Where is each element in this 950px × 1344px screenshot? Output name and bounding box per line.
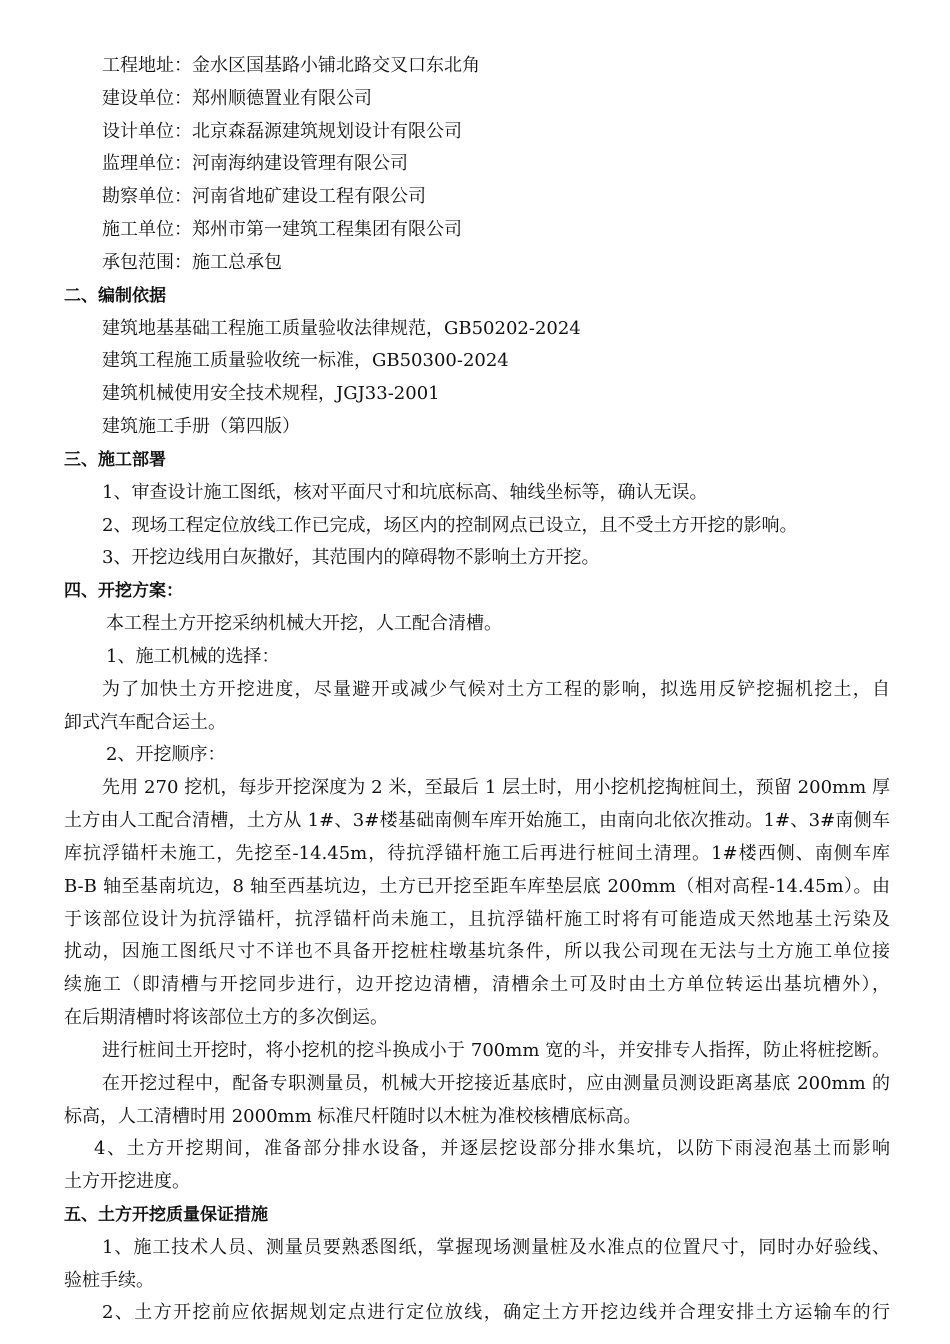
body-line: 4、土方开挖期间，准备部分排水设备，并逐层挖设部分排水集坑，以防下雨浸泡基土而影响 — [94, 1138, 890, 1159]
body-line: B-B 轴至基南坑边，8 轴至西基坑边，土方已开挖至距车库垫层底 200mm（相对高程-14.45m）。由 — [64, 876, 890, 897]
body-line: 标高，人工清槽时用 2000mm 标准尺杆随时以木桩为准校核槽底标高。 — [64, 1106, 642, 1127]
body-line: 在开挖过程中，配备专职测量员，机械大开挖接近基底时，应由测量员测设距离基底 200mm 的 — [102, 1073, 890, 1094]
body-line: 扰动，因施工图纸尺寸不详也不具备开挖桩柱墩基坑条件，所以我公司现在无法与土方施工单位接 — [64, 941, 890, 962]
body-line: 进行桩间土开挖时，将小挖机的挖斗换成小于 700mm 宽的斗，并安排专人指挥，防止将桩挖断。 — [102, 1040, 890, 1061]
body-line: 卸式汽车配合运土。 — [64, 712, 226, 733]
deployment-item: 2、现场工程定位放线工作已完成，场区内的控制网点已设立，且不受土方开挖的影响。 — [102, 515, 798, 536]
project-surveyor: 勘察单位：河南省地矿建设工程有限公司 — [102, 186, 426, 207]
basis-item: 建筑地基基础工程施工质量验收法律规范，GB50202-2024 — [102, 318, 581, 339]
body-line: 1、施工技术人员、测量员要熟悉图纸，掌握现场测量桩及水准点的位置尺寸，同时办好验线、 — [102, 1237, 890, 1258]
deployment-item: 1、审查设计施工图纸，核对平面尺寸和坑底标高、轴线坐标等，确认无误。 — [102, 482, 708, 503]
section-heading-basis: 二、编制依据 — [64, 286, 166, 306]
body-line: 2、土方开挖前应依据规划定点进行定位放线，确定土方开挖边线并合理安排土方运输车的行 — [102, 1302, 890, 1323]
subsection-title: 1、施工机械的选择： — [106, 646, 280, 667]
deployment-item: 3、开挖边线用白灰撒好，其范围内的障碍物不影响土方开挖。 — [102, 547, 600, 568]
body-line: 库抗浮锚杆未施工，先挖至-14.45m，待抗浮锚杆施工后再进行桩间土清理。1#楼西侧、南侧车库 — [64, 843, 890, 864]
body-line: 验桩手续。 — [64, 1270, 154, 1291]
project-designer: 设计单位：北京森磊源建筑规划设计有限公司 — [102, 121, 462, 142]
section-heading-deployment: 三、施工部署 — [64, 450, 166, 470]
basis-item: 建筑施工手册（第四版） — [102, 416, 300, 437]
project-scope: 承包范围：施工总承包 — [102, 252, 282, 273]
body-line: 于该部位设计为抗浮锚杆，抗浮锚杆尚未施工，且抗浮锚杆施工时将有可能造成天然地基土污染及 — [64, 909, 890, 930]
section-heading-excavation-plan: 四、开挖方案： — [64, 581, 183, 601]
subsection-title: 2、开挖顺序： — [106, 744, 226, 765]
project-developer: 建设单位：郑州顺德置业有限公司 — [102, 88, 372, 109]
section-heading-quality: 五、土方开挖质量保证措施 — [64, 1205, 268, 1225]
body-line: 先用 270 挖机，每步开挖深度为 2 米，至最后 1 层土时，用小挖机挖掏桩间土，预留 200mm 厚 — [102, 777, 890, 798]
basis-item: 建筑工程施工质量验收统一标准，GB50300-2024 — [102, 350, 509, 371]
body-line: 为了加快土方开挖进度，尽量避开或减少气候对土方工程的影响，拟选用反铲挖掘机挖土，自 — [102, 679, 890, 700]
body-line: 土方开挖进度。 — [64, 1171, 190, 1192]
body-line: 续施工（即清槽与开挖同步进行，边开挖边清槽，清槽余土可及时由土方单位转运出基坑槽外）， — [64, 974, 890, 995]
plan-intro: 本工程土方开挖采纳机械大开挖，人工配合清槽。 — [106, 613, 502, 634]
body-line: 在后期清槽时将该部位土方的多次倒运。 — [64, 1007, 388, 1028]
body-line: 土方由人工配合清槽，土方从 1#、3#楼基础南侧车库开始施工，由南向北依次推动。1#、3#南侧车 — [64, 810, 890, 831]
project-supervisor: 监理单位：河南海纳建设管理有限公司 — [102, 153, 408, 174]
basis-item: 建筑机械使用安全技术规程，JGJ33-2001 — [102, 383, 440, 404]
project-contractor: 施工单位：郑州市第一建筑工程集团有限公司 — [102, 219, 462, 240]
project-address: 工程地址：金水区国基路小铺北路交叉口东北角 — [102, 55, 480, 76]
